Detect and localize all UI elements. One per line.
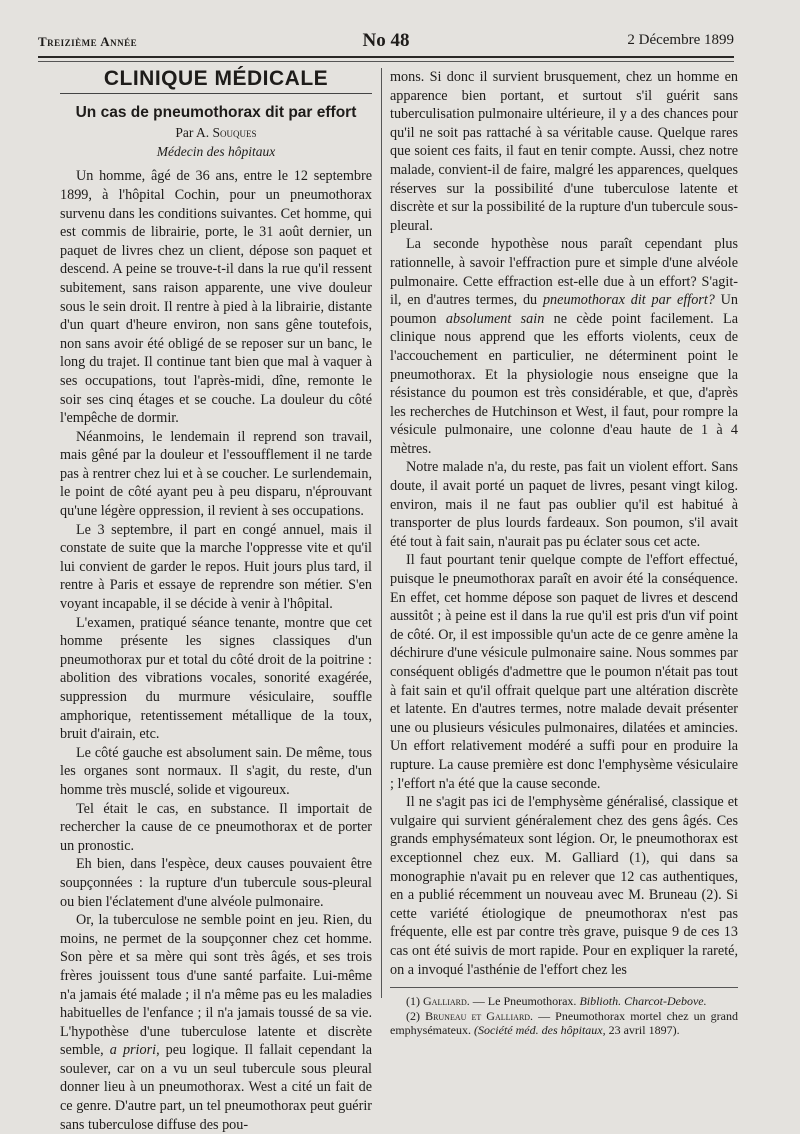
- footnote-source: (Société méd. des hôpitaux,: [473, 1023, 606, 1038]
- paragraph: Tel était le cas, en substance. Il importait de rechercher la cause de ce pneumothorax et de porter un pronostic.: [60, 800, 372, 854]
- italic-run: a priori: [109, 1042, 157, 1059]
- paragraph: [60, 911, 372, 1134]
- paragraph: Eh bien, dans l'espèce, deux causes pouvaient être soupçonnées : la rupture d'un tubercule sous-pleural ou bien l'éclatement d'une alvéole pulmonaire.: [60, 856, 372, 910]
- footnote-text: 23 avril 1897).: [608, 1023, 680, 1038]
- text-run: Un poumon: [390, 292, 739, 327]
- article-title: Un cas de pneumothorax dit par effort: [75, 103, 357, 121]
- left-column: [60, 68, 372, 1134]
- volume-year: Treizième Année: [38, 34, 138, 49]
- paragraph: Il faut pourtant tenir quelque compte de l'effort effectué, puisque le pneumothorax paraît en avoir été la conséquence. En effet, cet homme dépose son paquet de livres et descend aussitôt ; à peine est il dans la rue qu'il est pris d'un vif point de côté. Or, il est impossible qu'un acte de ce genre amène la déchirure d'une vésicule pulmonaire saine. Nous sommes par conséquent obligés d'admettre que le poumon n'était pas tout à fait sain et qu'il offrait quelque part une altération discrète et latente. En d'autres termes, notre malade devait présenter une ou plusieurs vésicules pulmonaires, dilatées et amincies. Un effort relativement modéré a suffi pour en produire la rupture. La cause première est donc l'emphysème vésiculaire ; l'effort n'a été que la cause seconde.: [390, 552, 738, 792]
- running-header: [38, 30, 734, 58]
- author-affiliation: Médecin des hôpitaux: [156, 143, 276, 159]
- issue-number: No 48: [362, 30, 410, 51]
- footnote-2: [390, 1009, 738, 1038]
- footnote-author: Galliard.: [423, 994, 470, 1009]
- paragraph-continued: mons. Si donc il survient brusquement, chez un homme en apparence bien portant, et surtout s'il guérit sans tuberculisation pulmonaire ultérieure, il y a des chances pour qu'il ne soit pas rattaché à sa véritable cause. Quelque rares que soient ces faits, il faut en tenir compte. Aussi, chez notre malade, convient-il de faire, malgré les apparences, quelques réserves sur la possibilité d'une tuberculose latente et discrète et sur la possibilité de la rupture d'un tubercule sous-pleural.: [390, 69, 738, 234]
- italic-run: absolument sain: [445, 310, 545, 327]
- issue-date: 2 Décembre 1899: [627, 32, 734, 48]
- byline-prefix: Par A.: [175, 125, 210, 141]
- text-run: ne cède point facilement. La clinique nous apprend que les efforts violents, ceux de l'accouchement en particulier, ne déterminent point le pneumothorax. Et la physiologie nous enseigne que la résistance du poumon est très considérable, et que, d'après les recherches de Hutchinson et West, il faut, pour rompre la vésicule pulmonaire, une colonne d'eau haute de 1 à 4 mètres.: [390, 310, 738, 457]
- footnote-text: — Pneumothorax mortel chez un grand emphysémateux.: [390, 1008, 739, 1038]
- author-name: Souques: [212, 125, 257, 141]
- footnote-1: [390, 994, 738, 1009]
- paragraph: Néanmoins, le lendemain il reprend son travail, mais gêné par la douleur et l'essoufflement il ne tarde pas à rentrer chez lui et à se coucher. Le surlendemain, le point de côté ayant peu à peu disparu, n'éprouvant qu'une légère oppression, il revient à ses occupations.: [60, 428, 372, 520]
- text-run: , peu logique. Il fallait cependant la soulever, car on a vu un seul tubercule sous pleural donner lieu à un pneumothorax. West a cité un fait de ce genre. D'autre part, un tel pneumothorax peut guérir sans tuberculose diffuse des pou-: [60, 1042, 372, 1133]
- text-run: Or, la tuberculose ne semble point en jeu. Rien, du moins, ne permet de la soupçonner chez cet homme. Son père et sa mère qui sont très âgés, et ses trois frères jouissent tous d'une santé parfaite. Lui-même n'a jamais été malade ; il n'a même pas eu les maladies habituelles de l'enfance ; il n'a jamais toussé de sa vie. L'hypothèse d'une tuberculose latente et discrète semble,: [60, 912, 372, 1059]
- footnote-author: Bruneau et Galliard.: [425, 1008, 534, 1023]
- right-column: [390, 68, 738, 1038]
- footnote-number: (2): [406, 1008, 420, 1023]
- paragraph: L'examen, pratiqué séance tenante, montre que cet homme présente les signes classiques d'un pneumothorax pur et total du côté droit de la poitrine : abolition des vibrations vocales, sonorité exagérée, suppression du murmure vésiculaire, souffle amphorique, retentissement métallique de la toux, bruit d'airain, etc.: [60, 614, 372, 743]
- paragraph: Le 3 septembre, il part en congé annuel, mais il constate de suite que la marche l'oppresse vite et qu'il lui convient de garder le repos. Huit jours plus tard, il rentre à Paris et essaye de reprendre son métier. S'en voyant incapable, il se décide à venir à l'hôpital.: [60, 521, 372, 613]
- footnote-source: Biblioth. Charcot-Debove.: [579, 994, 707, 1009]
- paragraph: [390, 235, 738, 458]
- text-run: La seconde hypothèse nous paraît cependant plus rationnelle, à savoir l'effraction pure et simple d'une alvéole pulmonaire. Cette effraction est-elle due à un effort? S'agit-il, en d'autres termes, du: [390, 236, 738, 309]
- footnotes: [390, 987, 738, 1038]
- paragraph: Il ne s'agit pas ici de l'emphysème généralisé, classique et vulgaire qui survient généralement chez des gens âgés. Ces grands emphysémateux sont légion. Or, le pneumothorax est exceptionnel chez eux. M. Galliard (1), qui dans sa monographie n'avait pu en relever que 12 cas authentiques, en a publié récemment un nouveau avec M. Bruneau (2). Si cette variété étiologique de pneumothorax n'est pas fréquente, elle est par contre très grave, puisque 9 de ces 13 cas ont été suivis de mort rapide. Pour en expliquer la rareté, on a invoqué l'asthénie de l'effort chez les: [390, 794, 738, 978]
- byline: [60, 124, 372, 143]
- footnote-number: (1): [406, 994, 420, 1009]
- section-title: CLINIQUE MÉDICALE: [60, 70, 372, 94]
- paragraph: Un homme, âgé de 36 ans, entre le 12 septembre 1899, à l'hôpital Cochin, pour un pneumothorax survenu dans les conditions suivantes. Cet homme, qui est commis de librairie, porte, le 31 août dernier, un paquet de livres chez un client, dépose son paquet et descend. A peine se trouve-t-il dans la rue qu'il ressent subitement, sans raison apparente, une vive douleur sous le sein droit. Il rentre à pied à la librairie, distante d'un quart d'heure environ, non sans gêne toutefois, non sans avoir été obligé de se reposer sur un banc, le long du trajet. Il continue tant bien que mal à vaquer à ses occupations, tout l'après-midi, dîne, remonte le soir ses cinq étages et se couche. La douleur du côté l'empêche de dormir.: [60, 168, 372, 427]
- italic-run: pneumothorax dit par effort?: [542, 292, 715, 309]
- column-divider: [381, 68, 382, 998]
- paragraph: Le côté gauche est absolument sain. De même, tous les organes sont normaux. Il s'agit, du reste, d'un homme très musclé, solide et vigoureux.: [60, 744, 372, 798]
- footnote-text: — Le Pneumothorax.: [472, 994, 577, 1009]
- header-rule: [38, 61, 734, 62]
- paragraph: Notre malade n'a, du reste, pas fait un violent effort. Sans doute, il avait porté un paquet de livres, pesant vingt kilog. environ, mais il ne faut pas oublier qu'il est habitué à transporter de plus lourds fardeaux. Son poumon, s'il avait été tout à fait sain, n'aurait pas pu éclater sous cet acte.: [390, 459, 738, 550]
